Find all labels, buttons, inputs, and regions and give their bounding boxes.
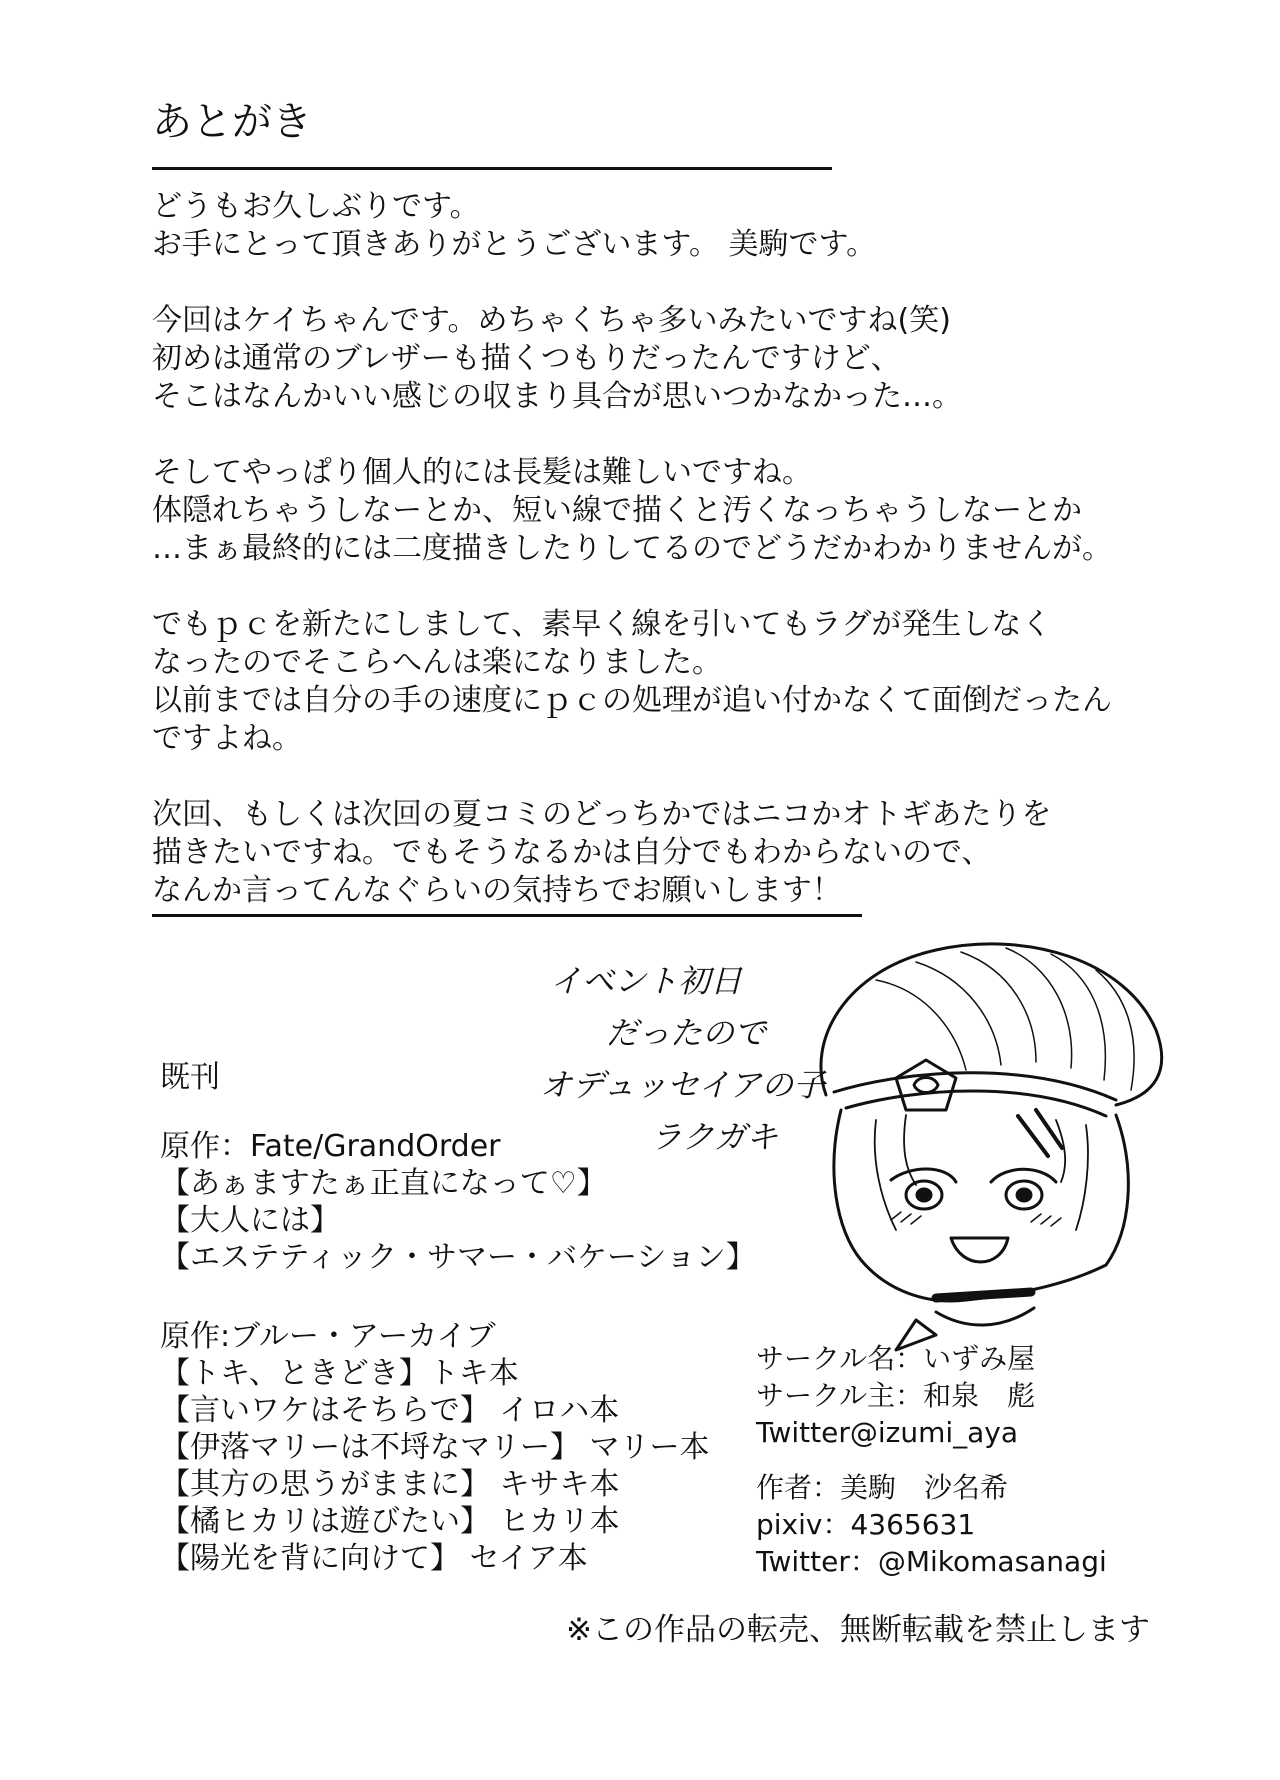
author-name: 作者：美駒 沙名希 xyxy=(756,1471,1009,1504)
circle-twitter: Twitter@izumi_aya xyxy=(756,1416,1019,1449)
author-pixiv: pixiv：4365631 xyxy=(756,1508,976,1541)
body-line: どうもお久しぶりです。 xyxy=(152,189,480,224)
release-group-blue-archive xyxy=(160,1318,710,1577)
release-line: 【あぁますたぁ正直になって♡】 xyxy=(160,1166,607,1201)
release-group-fgo xyxy=(160,1128,756,1276)
release-line: 原作:ブルー・アーカイブ xyxy=(160,1319,496,1354)
body-line: なんか言ってんなぐらいの気持ちでお願いします！ xyxy=(152,873,842,908)
release-line: 【大人には】 xyxy=(160,1203,340,1238)
body-line: 体隠れちゃうしなーとか、短い線で描くと汚くなっちゃうしなーとか xyxy=(152,493,1082,528)
body-line: 以前までは自分の手の速度にｐｃの処理が追い付かなくて面倒だったん xyxy=(152,683,1112,718)
release-line: 【其方の思うがままに】 キサキ本 xyxy=(160,1467,620,1502)
body-line: 初めは通常のブレザーも描くつもりだったんですけど、 xyxy=(152,341,901,376)
body-line: ですよね。 xyxy=(152,721,302,756)
handwritten-line: だったので xyxy=(606,1014,767,1052)
body-line: 今回はケイちゃんです。めちゃくちゃ多いみたいですね(笑) xyxy=(152,303,951,338)
handwritten-line: イベント初日 xyxy=(550,962,743,1000)
character-sketch-illustration xyxy=(786,920,1190,1360)
release-line: 【橘ヒカリは遊びたい】 ヒカリ本 xyxy=(160,1504,620,1539)
dashed-divider-bottom xyxy=(152,914,862,917)
author-twitter: Twitter：@Mikomasanagi xyxy=(756,1545,1107,1578)
body-line: でもｐｃを新たにしまして、素早く線を引いてもラグが発生しなく xyxy=(152,607,1052,642)
body-line: そこはなんかいい感じの収まり具合が思いつかなかった…。 xyxy=(152,379,962,414)
body-line: 次回、もしくは次回の夏コミのどっちかではニコかオトギあたりを xyxy=(152,797,1052,832)
body-line: …まぁ最終的には二度描きしたりしてるのでどうだかわかりませんが。 xyxy=(152,531,1112,566)
body-line: お手にとって頂きありがとうございます。 美駒です。 xyxy=(152,227,877,262)
circle-name: サークル名：いずみ屋 xyxy=(756,1342,1036,1375)
afterword-title: あとがき xyxy=(152,99,312,145)
body-line: 描きたいですね。でもそうなるかは自分でもわからないので、 xyxy=(152,835,992,870)
previous-releases-title: 既刊 xyxy=(160,1060,220,1095)
dashed-divider-top xyxy=(152,167,832,170)
resale-notice: ※この作品の転売、無断転載を禁止します xyxy=(566,1612,1150,1648)
handwritten-line: オデュッセイアの子 xyxy=(540,1066,826,1104)
release-line: 原作：Fate/GrandOrder xyxy=(160,1129,501,1164)
release-line: 【トキ、ときどき】トキ本 xyxy=(160,1356,519,1391)
release-line: 【伊落マリーは不埒なマリー】 マリー本 xyxy=(160,1430,710,1465)
circle-owner: サークル主：和泉 彪 xyxy=(756,1379,1036,1412)
release-line: 【言いワケはそちらで】 イロハ本 xyxy=(160,1393,620,1428)
release-line: 【陽光を背に向けて】 セイア本 xyxy=(160,1541,588,1576)
circle-info xyxy=(756,1340,1107,1580)
body-line: なったのでそこらへんは楽になりました。 xyxy=(152,645,722,680)
handwritten-line: ラクガキ xyxy=(650,1118,779,1156)
body-line: そしてやっぱり個人的には長髪は難しいですね。 xyxy=(152,455,812,490)
release-line: 【エステティック・サマー・バケーション】 xyxy=(160,1240,756,1275)
afterword-body xyxy=(152,188,1152,910)
